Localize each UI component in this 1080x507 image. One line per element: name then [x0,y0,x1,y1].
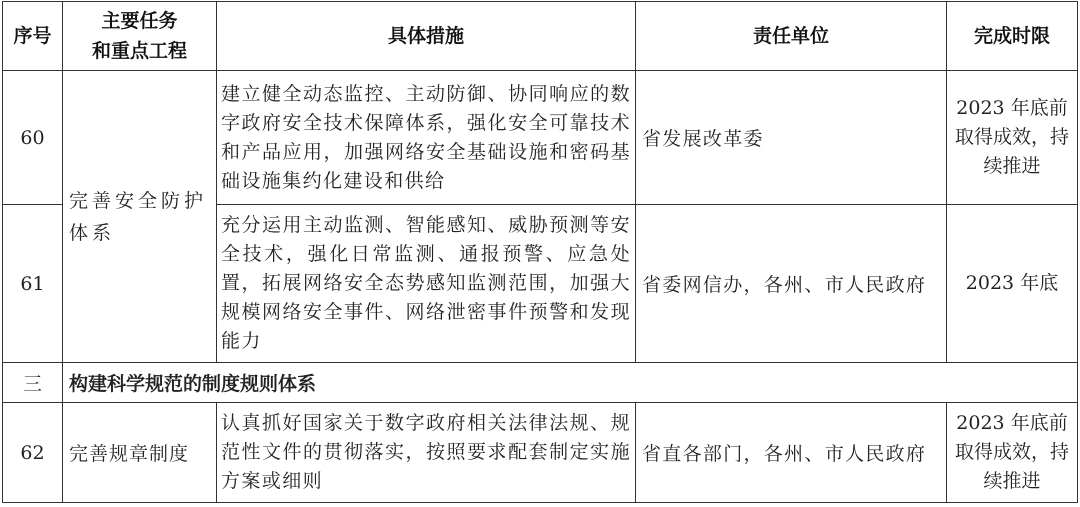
row-measure: 认真抓好国家关于数字政府相关法律法规、规范性文件的贯彻落实，按照要求配套制定实施方案或细则 [217,403,636,503]
task-table [2,1,1078,503]
row-seq: 61 [3,205,63,363]
row-measure: 建立健全动态监控、主动防御、协同响应的数字政府安全技术保障体系，强化安全可靠技术和产品应用，加强网络安全基础设施和密码基础设施集约化建设和供给 [217,71,636,205]
header-row [3,2,1078,71]
row-unit: 省委网信办，各州、市人民政府 [636,205,947,363]
header-task: 主要任务 和重点工程 [63,2,217,71]
header-seq: 序号 [3,2,63,71]
row-deadline: 2023 年底 [947,205,1078,363]
row-unit: 省发展改革委 [636,71,947,205]
row-deadline: 2023 年底前取得成效，持续推进 [947,71,1078,205]
row-seq: 60 [3,71,63,205]
row-deadline: 2023 年底前取得成效，持续推进 [947,403,1078,503]
table-row [3,71,1078,205]
section-title: 构建科学规范的制度规则体系 [63,363,1078,403]
header-unit: 责任单位 [636,2,947,71]
row-unit: 省直各部门，各州、市人民政府 [636,403,947,503]
row-measure: 充分运用主动监测、智能感知、威胁预测等安全技术，强化日常监测、通报预警、应急处置，拓展网络安全态势感知监测范围，加强大规模网络安全事件、网络泄密事件预警和发现能力 [217,205,636,363]
row-seq: 62 [3,403,63,503]
row-task: 完善规章制度 [63,403,217,503]
table-row [3,403,1078,503]
section-number: 三 [3,363,63,403]
header-deadline: 完成时限 [947,2,1078,71]
header-measure: 具体措施 [217,2,636,71]
row-task: 完善安全防护体系 [63,71,217,363]
section-row [3,363,1078,403]
